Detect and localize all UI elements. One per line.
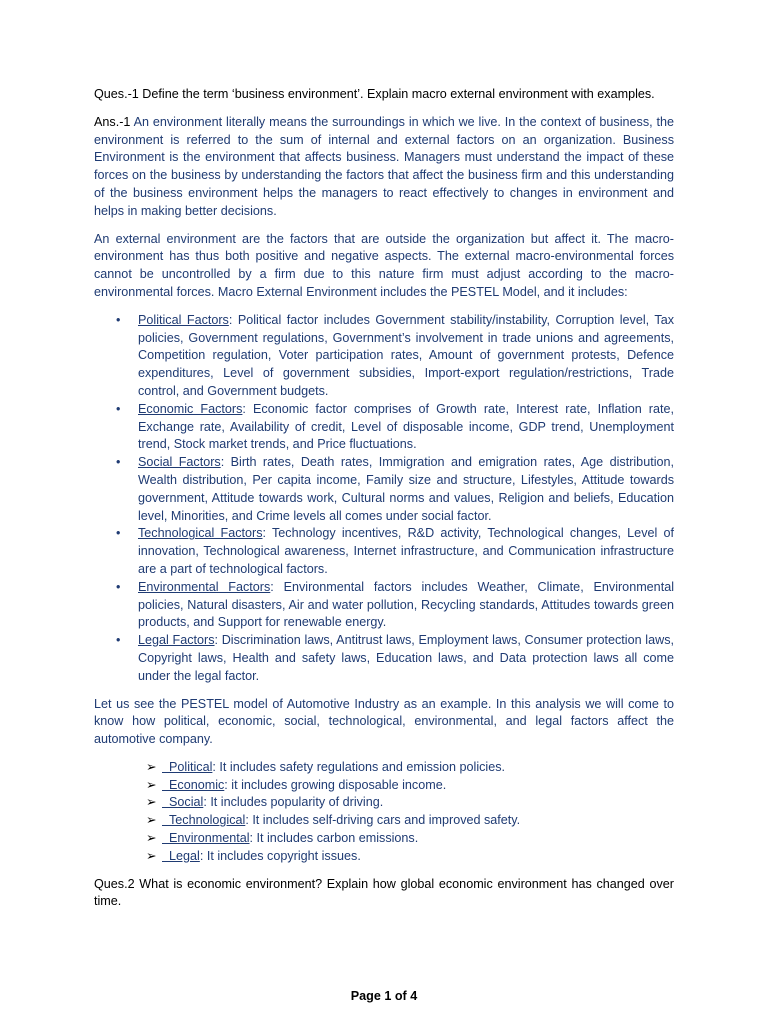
answer-1-text: An environment literally means the surroundings in which we live. In the context of business, the environment is referred to the sum of internal and external factors on an organization. Business Environment is the environment that affects business. Managers must understand the impact of these forces on the business by understanding the factors that affect the business firm and this understanding of the business environment helps the managers to react effectively to changes in environment and helps in making better decisions. — [94, 114, 674, 218]
example-name: Legal — [169, 848, 200, 863]
list-item: ➢ Legal: It includes copyright issues. — [162, 848, 674, 866]
pestel-factor-list — [94, 312, 674, 686]
bullet-icon: • — [116, 633, 121, 648]
example-text: It includes carbon emissions. — [256, 831, 419, 846]
example-text: It includes popularity of driving. — [210, 795, 384, 810]
arrow-bullet-icon: ➢ — [146, 831, 157, 846]
factor-text: Technology incentives, R&D activity, Technological changes, Level of innovation, Technological awareness, Internet infrastructure, and Communication infrastructure are a part of technological factors. — [138, 526, 674, 576]
example-text: It includes copyright issues. — [206, 848, 361, 863]
document-page — [94, 86, 674, 921]
bullet-icon: • — [116, 455, 121, 470]
factor-name: Social Factors — [138, 455, 221, 470]
question-1: Ques.-1 Define the term ‘business environment’. Explain macro external environment with examples. — [94, 87, 655, 101]
example-name: Social — [169, 795, 204, 810]
list-item: • Social Factors: Birth rates, Death rates, Immigration and emigration rates, Age distribution, Wealth distribution, Per capita income, Family size and structure, Lifestyles, Attitude towards government, Attitude towards work, Cultural norms and values, Religion and beliefs, Education level, Minorities, and Crime levels all comes under social factor. — [116, 455, 674, 523]
factor-name: Legal Factors — [138, 633, 215, 648]
arrow-bullet-icon: ➢ — [146, 795, 157, 810]
page-number-footer — [0, 988, 768, 1006]
factor-text: Birth rates, Death rates, Immigration and emigration rates, Age distribution, Wealth distribution, Per capita income, Family size and structure, Lifestyles, Attitude towards government, Attitude towards work, Cultural norms and values, Religion and beliefs, Education level, Minorities, and Crime levels all comes under social factor. — [138, 455, 674, 523]
bullet-icon: • — [116, 312, 121, 327]
list-item: ➢ Economic: it includes growing disposable income. — [162, 777, 674, 795]
list-item: • Economic Factors: Economic factor comprises of Growth rate, Interest rate, Inflation rate, Exchange rate, Availability of credit, Level of disposable income, GDP trend, Unemployment trend, Stock market trends, and Price fluctuations. — [116, 401, 675, 452]
arrow-bullet-icon: ➢ — [146, 813, 157, 828]
list-item: • Legal Factors: Discrimination laws, Antitrust laws, Employment laws, Consumer protection laws, Copyright laws, Health and safety laws, Education laws, and Data protection laws all come under the legal factor. — [116, 633, 674, 683]
page-label: Page 1 of 4 — [350, 989, 418, 1003]
answer-1-para-2: An external environment are the factors that are outside the organization but affect it. The macro-environment has thus both positive and negative aspects. The external macro-environmental forces cannot be uncontrolled by a firm due to this nature firm must adjust according to the macro-environmental forces. Macro External Environment includes the PESTEL Model, and it includes: — [94, 231, 674, 299]
example-name: Economic — [169, 777, 225, 792]
factor-name: Economic Factors — [138, 401, 243, 416]
automotive-example-list — [94, 759, 674, 866]
example-paragraph: Let us see the PESTEL model of Automotive Industry as an example. In this analysis we will come to know how political, economic, social, technological, environmental, and legal factors affect the automotive company. — [94, 696, 674, 747]
example-text: It includes safety regulations and emission policies. — [219, 759, 506, 774]
example-name: Environmental — [169, 831, 250, 846]
factor-text: Discrimination laws, Antitrust laws, Employment laws, Consumer protection laws, Copyright laws, Health and safety laws, Education laws, and Data protection laws all come under the legal factor. — [138, 633, 674, 683]
list-item: ➢ Social: It includes popularity of driving. — [162, 794, 674, 812]
list-item: ➢ Environmental: It includes carbon emissions. — [162, 830, 674, 848]
factor-text: Economic factor comprises of Growth rate, Interest rate, Inflation rate, Exchange rate, Availability of credit, Level of disposable income, GDP trend, Unemployment trend, Stock market trends, and Price fluctuations. — [138, 401, 675, 452]
example-text: It includes self-driving cars and improved safety. — [252, 813, 521, 828]
list-item: • Political Factors: Political factor includes Government stability/instability, Corruption level, Tax policies, Government regulations, Government’s involvement in trade unions and agreements, Competition regulation, Voter participation rates, Amount of government protests, Defence expenditures, Level of government subsidies, Import-export regulation/restrictions, Trade control, and Government budgets. — [116, 312, 674, 398]
factor-text: Environmental factors includes Weather, Climate, Environmental policies, Natural disasters, Air and water pollution, Recycling standards, Attitudes towards green products, and Support for renewable energy. — [138, 579, 674, 630]
arrow-bullet-icon: ➢ — [146, 759, 157, 774]
arrow-bullet-icon: ➢ — [146, 777, 157, 792]
example-name: Political — [169, 759, 213, 774]
list-item: • Technological Factors: Technology incentives, R&D activity, Technological changes, Level of innovation, Technological awareness, Internet infrastructure, and Communication infrastructure are a part of technological factors. — [116, 526, 674, 576]
factor-name: Environmental Factors — [138, 579, 271, 594]
bullet-icon: • — [116, 401, 121, 416]
list-item: ➢ Political: It includes safety regulations and emission policies. — [162, 759, 674, 777]
bullet-icon: • — [116, 526, 121, 541]
factor-name: Political Factors — [138, 312, 229, 327]
answer-label: Ans.-1 — [94, 114, 131, 129]
factor-text: Political factor includes Government stability/instability, Corruption level, Tax policies, Government regulations, Government’s involvement in trade unions and agreements, Competition regulation, Voter participation rates, Amount of government protests, Defence expenditures, Level of government subsidies, Import-export regulation/restrictions, Trade control, and Government budgets. — [138, 312, 674, 398]
arrow-bullet-icon: ➢ — [146, 848, 157, 863]
example-text: it includes growing disposable income. — [231, 777, 447, 792]
answer-1-para-1 — [94, 114, 674, 221]
bullet-icon: • — [116, 579, 121, 594]
question-2: Ques.2 What is economic environment? Explain how global economic environment has changed over time. — [94, 876, 674, 909]
list-item: ➢ Technological: It includes self-driving cars and improved safety. — [162, 812, 674, 830]
factor-name: Technological Factors — [138, 526, 263, 541]
list-item: • Environmental Factors: Environmental factors includes Weather, Climate, Environmental policies, Natural disasters, Air and water pollution, Recycling standards, Attitudes towards green products, and Support for renewable energy. — [116, 579, 674, 630]
example-name: Technological — [169, 813, 246, 828]
